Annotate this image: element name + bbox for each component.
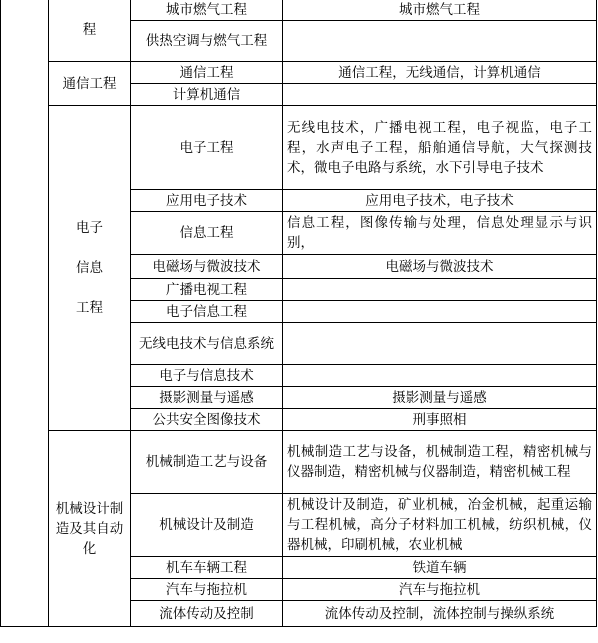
old-major-cell: 机械制造工艺与设备，机械制造工程，精密机械与仪器制造，精密机械与仪器制造，精密机械工程: [283, 431, 597, 494]
table-row: [1, 106, 597, 190]
major-cell: 应用电子技术: [131, 190, 283, 212]
major-cell: 计算机通信: [131, 84, 283, 106]
table-row: [1, 62, 597, 84]
major-cell: 城市燃气工程: [131, 0, 283, 21]
major-cell: 供热空调与燃气工程: [131, 21, 283, 62]
left-margin-cell: [1, 0, 49, 627]
old-major-cell: 电磁场与微波技术: [283, 255, 597, 279]
category-cell: 机械设计制造及其自动化: [49, 431, 131, 627]
major-cell: 机械设计及制造: [131, 494, 283, 557]
major-cell: 机车车辆工程: [131, 557, 283, 579]
major-cell: 流体传动及控制: [131, 601, 283, 627]
major-cell: 机械制造工艺与设备: [131, 431, 283, 494]
old-major-cell: 无线电技术，广播电视工程，电子视监，电子工程，水声电子工程，船舶通信导航，大气探测技术，微电子电路与系统，水下引导电子技术: [283, 106, 597, 190]
old-major-cell: [283, 21, 597, 62]
old-major-cell: [283, 323, 597, 365]
old-major-cell: 刑事照相: [283, 409, 597, 431]
old-major-cell: 信息工程，图像传输与处理，信息处理显示与识别，: [283, 212, 597, 255]
old-major-cell: 摄影测量与遥感: [283, 387, 597, 409]
old-major-cell: 铁道车辆: [283, 557, 597, 579]
major-cell: 电子与信息技术: [131, 365, 283, 387]
old-major-cell: [283, 301, 597, 323]
major-cell: 电子信息工程: [131, 301, 283, 323]
table-row: [1, 431, 597, 494]
old-major-cell: 流体传动及控制，流体控制与操纵系统: [283, 601, 597, 627]
old-major-cell: 应用电子技术，电子技术: [283, 190, 597, 212]
major-cell: 信息工程: [131, 212, 283, 255]
category-cell: 程: [49, 0, 131, 62]
category-cell: 电子 信息 工程: [49, 106, 131, 431]
major-cell: 广播电视工程: [131, 279, 283, 301]
major-cell: 汽车与拖拉机: [131, 579, 283, 601]
old-major-cell: [283, 365, 597, 387]
major-cell: 摄影测量与遥感: [131, 387, 283, 409]
category-cell: 通信工程: [49, 62, 131, 106]
major-cell: 通信工程: [131, 62, 283, 84]
table-row: [1, 0, 597, 21]
old-major-cell: 汽车与拖拉机: [283, 579, 597, 601]
old-major-cell: 城市燃气工程: [283, 0, 597, 21]
old-major-cell: 通信工程，无线通信，计算机通信: [283, 62, 597, 84]
old-major-cell: [283, 279, 597, 301]
major-cell: 电磁场与微波技术: [131, 255, 283, 279]
major-cell: 无线电技术与信息系统: [131, 323, 283, 365]
old-major-cell: 机械设计及制造，矿业机械，冶金机械，起重运输与工程机械，高分子材料加工机械，纺织机械，仪器机械，印刷机械，农业机械: [283, 494, 597, 557]
major-cell: 公共安全图像技术: [131, 409, 283, 431]
old-major-cell: [283, 84, 597, 106]
major-cell: 电子工程: [131, 106, 283, 190]
